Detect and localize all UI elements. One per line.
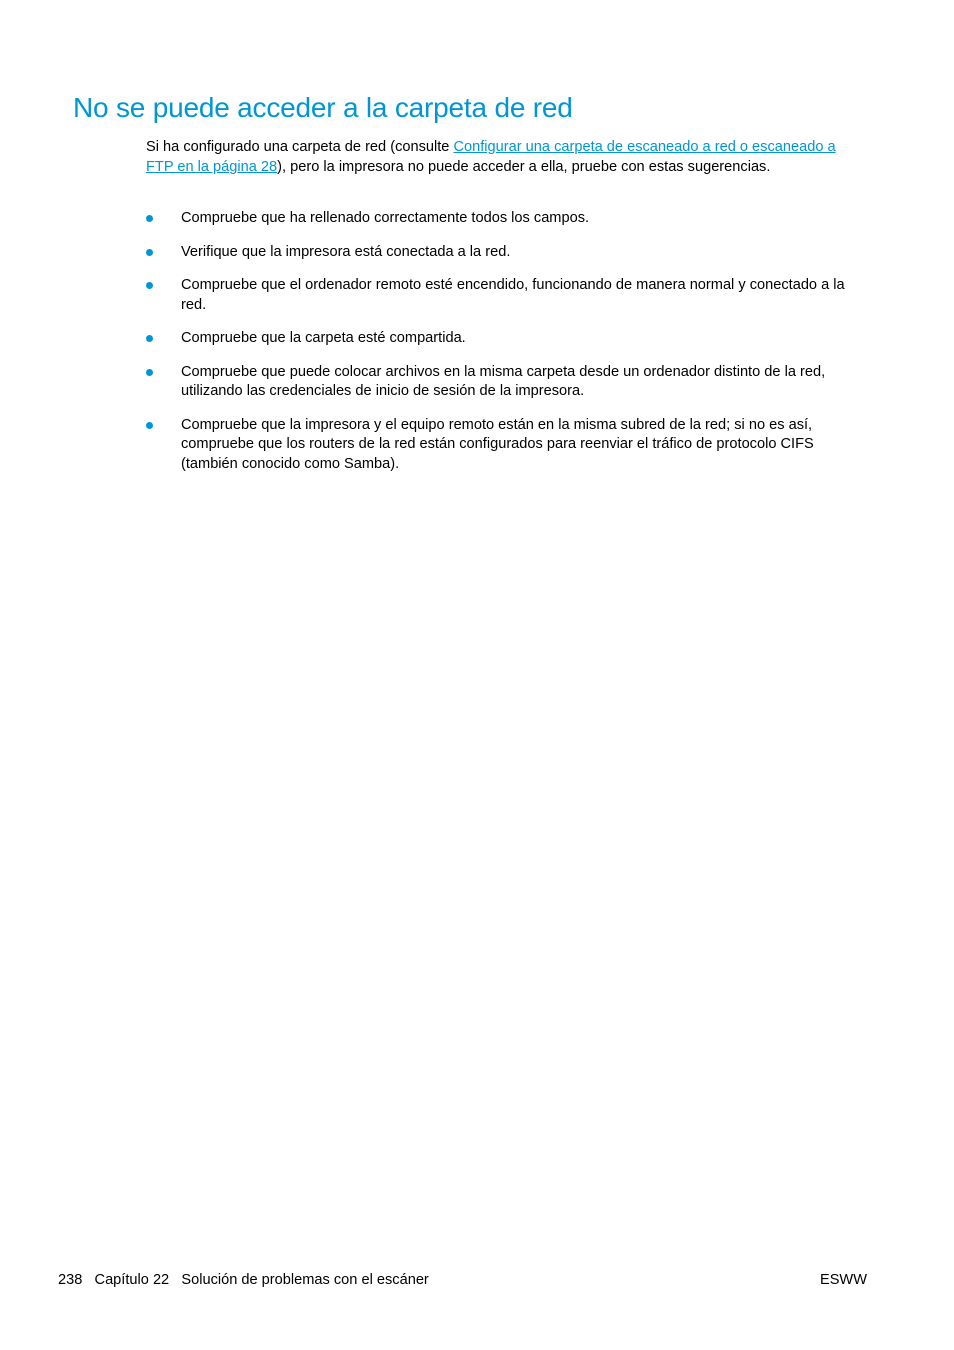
list-item (146, 209, 871, 229)
suggestion-list (146, 209, 871, 488)
bullet-icon (146, 335, 153, 342)
page-title: No se puede acceder a la carpeta de red (73, 92, 573, 123)
list-item (146, 416, 871, 475)
bullet-icon (146, 369, 153, 376)
list-item-text: Compruebe que el ordenador remoto esté encendido, funcionando de manera normal y conectado a la red. (181, 277, 845, 313)
list-item-text: Verifique que la impresora está conectada a la red. (181, 243, 511, 260)
list-item-text: Compruebe que la carpeta esté compartida. (181, 330, 466, 346)
list-item-text: Compruebe que la impresora y el equipo remoto están en la misma subred de la red; si no es así, compruebe que los routers de la red están configurados para reenviar el tráfico de protocolo CIFS (también conocido como Samba). (181, 416, 814, 472)
list-item-text: Compruebe que ha rellenado correctamente todos los campos. (181, 210, 590, 226)
bullet-icon (146, 249, 153, 256)
intro-text-after-link: ), pero la impresora no puede acceder a ella, pruebe con estas sugerencias. (277, 158, 771, 175)
section-title: Solución de problemas con el escáner (181, 1272, 429, 1288)
page-number: 238 (58, 1272, 83, 1288)
locale-code: ESWW (819, 1272, 867, 1288)
page-footer (58, 1271, 867, 1290)
list-item (146, 329, 871, 349)
intro-paragraph (146, 138, 846, 177)
cross-reference-link[interactable]: Configurar una carpeta de escaneado a red o escaneado a FTP en la página 28 (146, 139, 836, 175)
bullet-icon (146, 282, 153, 289)
list-item-text: Compruebe que puede colocar archivos en la misma carpeta desde un ordenador distinto de la red, utilizando las credenciales de inicio de sesión de la impresora. (181, 363, 826, 399)
chapter-label: Capítulo 22 (94, 1272, 170, 1288)
footer-left (58, 1271, 429, 1290)
bullet-icon (146, 215, 153, 222)
list-item (146, 363, 871, 402)
intro-text-before-link: Si ha configurado una carpeta de red (consulte (146, 139, 454, 155)
list-item (146, 276, 871, 315)
bullet-icon (146, 422, 153, 429)
list-item (146, 243, 871, 263)
